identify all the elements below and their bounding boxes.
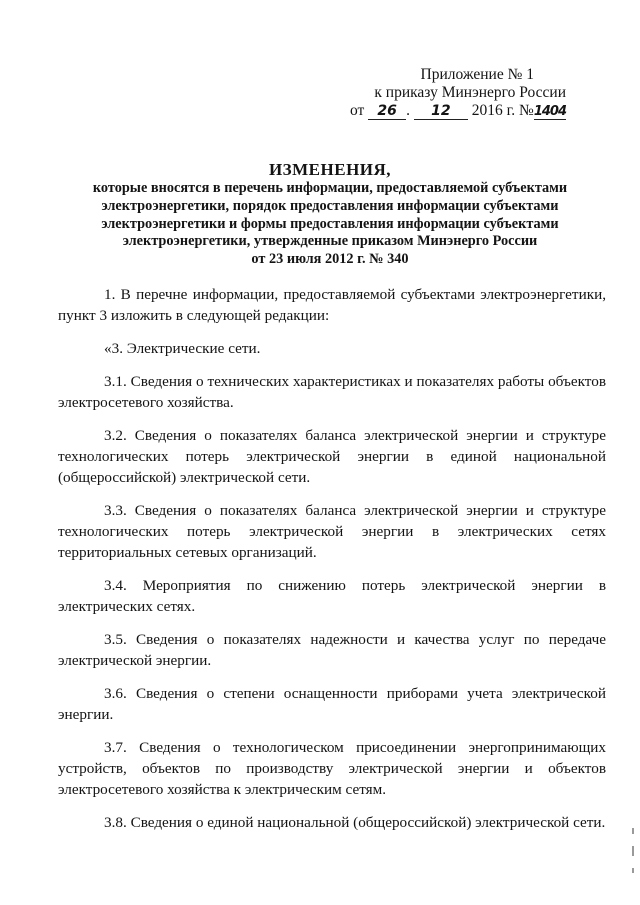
text-line: «3. Электрические сети.: [104, 340, 261, 357]
section-3-6: [58, 683, 606, 725]
text-line: электрических сетях.: [58, 598, 196, 615]
document-body: [58, 284, 606, 833]
title-line: от 23 июля 2012 г. № 340: [251, 251, 409, 268]
title-heading: ИЗМЕНЕНИЯ,: [268, 160, 392, 179]
title-line: электроэнергетики, порядок предоставления информации субъектами: [101, 197, 559, 214]
order-date-number: от 26 . 12 2016 г. №1404: [349, 102, 566, 119]
scan-edge-mark: [632, 828, 634, 834]
text-line: (общероссийской) электрической сети.: [58, 469, 311, 486]
year-and-number-label: 2016 г. №: [471, 102, 534, 119]
section-3-4: [58, 575, 606, 617]
text-line: 3.8. Сведения о единой национальной (общероссийской) электрической сети.: [104, 814, 606, 831]
attachment-header: [326, 66, 566, 120]
text-line: 3.6. Сведения о степени оснащенности приборами учета электрической: [104, 685, 606, 702]
text-line: территориальных сетевых организаций.: [58, 544, 317, 561]
scan-edge-mark: [632, 868, 634, 873]
document-title: [60, 159, 600, 269]
section-3-8: [58, 812, 606, 833]
text-line: пункт 3 изложить в следующей редакции:: [58, 307, 330, 324]
paragraph-electric-networks: [58, 338, 606, 359]
text-line: 3.5. Сведения о показателях надежности и качества услуг по передаче: [104, 631, 606, 648]
section-3-3: [58, 500, 606, 563]
date-prefix: от: [349, 102, 365, 119]
text-line: электросетевого хозяйства к электрическим сетям.: [58, 781, 387, 798]
section-3-1: [58, 371, 606, 413]
text-line: энергии.: [58, 706, 114, 723]
text-line: 3.3. Сведения о показателях баланса электрической энергии и структуре: [104, 502, 606, 519]
text-line: 3.4. Мероприятия по снижению потерь электрической энергии в: [104, 577, 606, 594]
handwritten-day: 26: [368, 104, 406, 120]
title-line: электроэнергетики и формы предоставления информации субъектами: [101, 215, 559, 232]
paragraph-1: [58, 284, 606, 326]
scan-edge-mark: [632, 846, 634, 856]
text-line: 3.7. Сведения о технологическом присоединении энергопринимающих: [104, 739, 606, 756]
section-3-5: [58, 629, 606, 671]
text-line: технологических потерь электрической энергии в электрических сетях: [58, 523, 606, 540]
section-3-7: [58, 737, 606, 800]
title-line: электроэнергетики, утвержденные приказом Минэнерго России: [122, 233, 538, 250]
text-line: электросетевого хозяйства.: [58, 394, 234, 411]
text-line: технологических потерь электрической энергии в единой национальной: [58, 448, 606, 465]
section-3-2: [58, 425, 606, 488]
text-line: устройств, объектов по производству электрической энергии и объектов: [58, 760, 606, 777]
title-line: которые вносятся в перечень информации, предоставляемой субъектами: [92, 180, 568, 196]
text-line: 1. В перечне информации, предоставляемой субъектами электроэнергетики,: [104, 286, 606, 303]
text-line: 3.1. Сведения о технических характеристиках и показателях работы объектов: [104, 373, 606, 390]
order-reference: к приказу Минэнерго России: [374, 84, 566, 101]
handwritten-order-number: 1404: [533, 104, 566, 119]
attachment-title: Приложение № 1: [420, 66, 534, 83]
handwritten-month: 12: [414, 104, 468, 120]
text-line: электрической энергии.: [58, 652, 212, 669]
text-line: 3.2. Сведения о показателях баланса электрической энергии и структуре: [104, 427, 606, 444]
